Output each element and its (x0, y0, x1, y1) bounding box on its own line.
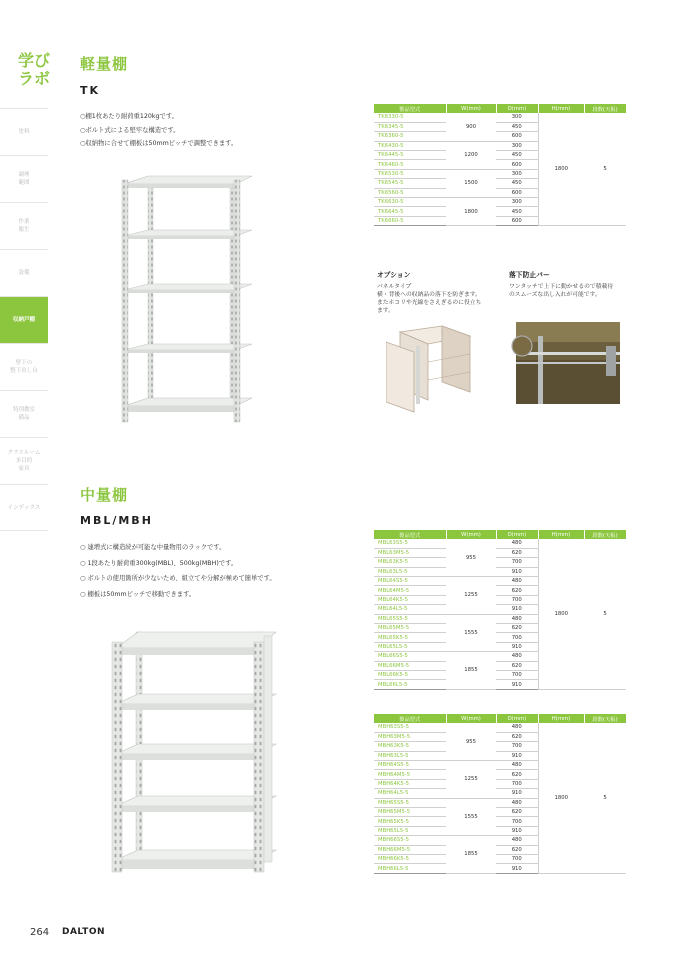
brand-line-1: 学び (17, 51, 50, 70)
brand-logo (14, 52, 54, 88)
col-header-height: H(mm) (538, 714, 584, 723)
sidebar-item-classroom[interactable] (0, 437, 48, 484)
model-cell: MBL66K5-5 (374, 670, 446, 679)
width-cell: 1800 (446, 198, 496, 226)
list-item: ○ 1段あたり耐荷重300kg(MBL)、500kg(MBH)です。 (80, 559, 238, 567)
tiers-cell: 5 (584, 113, 626, 226)
depth-cell: 480 (496, 652, 538, 661)
depth-cell: 480 (496, 577, 538, 586)
model-cell: TK6430-5 (374, 141, 446, 150)
model-cell: MBL64L5-5 (374, 605, 446, 614)
table-row (374, 723, 626, 732)
model-cell: MBH63M5-5 (374, 732, 446, 741)
col-header-depth: D(mm) (496, 104, 538, 113)
model-cell: MBH63L5-5 (374, 751, 446, 760)
sidebar-item-label: 特別教室 備品 (12, 407, 35, 421)
model-cell: MBH64M5-5 (374, 770, 446, 779)
depth-cell: 600 (496, 132, 538, 141)
option-description (377, 283, 481, 315)
depth-cell: 910 (496, 864, 538, 873)
sidebar-item-label: クラスルーム 多目的 家具 (7, 450, 41, 472)
model-cell: MBL64K5-5 (374, 595, 446, 604)
sidebar-item-label: インデックス (7, 504, 41, 511)
depth-cell: 620 (496, 548, 538, 557)
model-cell: MBL65K5-5 (374, 633, 446, 642)
sidebar-item-label: 調理 範囲 (18, 172, 30, 186)
width-cell: 955 (446, 539, 496, 577)
model-cell: MBL65S5-5 (374, 614, 446, 623)
depth-cell: 300 (496, 198, 538, 207)
tk-spec-table (374, 104, 627, 226)
option-line: ます。 (377, 308, 394, 314)
sidebar-item-equipment[interactable] (0, 249, 48, 296)
model-cell: TK6345-5 (374, 122, 446, 131)
sidebar-item-label: 設備 (18, 270, 30, 276)
model-cell: MBL64M5-5 (374, 586, 446, 595)
model-cell: MBL63L5-5 (374, 567, 446, 576)
model-cell: TK6560-5 (374, 188, 446, 197)
model-cell: MBL66L5-5 (374, 680, 446, 689)
depth-cell: 700 (496, 558, 538, 567)
model-cell: MBL66M5-5 (374, 661, 446, 670)
tiers-cell: 5 (584, 539, 626, 689)
table-header-row (374, 714, 626, 723)
model-cell: TK6545-5 (374, 179, 446, 188)
depth-cell: 910 (496, 567, 538, 576)
depth-cell: 480 (496, 614, 538, 623)
tiers-cell: 5 (584, 723, 626, 873)
depth-cell: 910 (496, 751, 538, 760)
model-cell: TK6460-5 (374, 160, 446, 169)
model-cell: TK6630-5 (374, 198, 446, 207)
col-header-tiers: 段数(天板) (584, 104, 626, 113)
width-cell: 955 (446, 723, 496, 761)
fall-bar-photo (508, 316, 624, 404)
depth-cell: 910 (496, 605, 538, 614)
model-cell: MBL63S5-5 (374, 539, 446, 548)
list-item: ○ 連増式に構造続が可能な中量物用のラックです。 (80, 544, 226, 551)
depth-cell: 910 (496, 789, 538, 798)
depth-cell: 450 (496, 207, 538, 216)
mbl-section-title: 中量棚 (80, 486, 129, 504)
col-header-tiers: 段数(天板) (584, 714, 626, 723)
depth-cell: 480 (496, 798, 538, 807)
brand-line-2: ラボ (17, 69, 50, 88)
col-header-width: W(mm) (446, 530, 496, 539)
model-cell: MBL63M5-5 (374, 548, 446, 557)
depth-cell: 910 (496, 680, 538, 689)
fall-bar-description (509, 283, 613, 299)
sidebar-item-storage[interactable] (0, 296, 48, 343)
model-cell: MBH65L5-5 (374, 826, 446, 835)
col-header-depth: D(mm) (496, 530, 538, 539)
width-cell: 1855 (446, 836, 496, 874)
width-cell: 1555 (446, 798, 496, 836)
depth-cell: 700 (496, 817, 538, 826)
list-item: ○ボルト式による堅牢な構造です。 (80, 126, 180, 134)
depth-cell: 700 (496, 742, 538, 751)
depth-cell: 620 (496, 808, 538, 817)
list-item: ○収納物に合せて棚板は50mmピッチで調整できます。 (80, 140, 238, 147)
sidebar-item-label: 作業 衛生 (18, 219, 30, 233)
mbl-feature-list (80, 540, 276, 602)
col-header-model: 製品型式 (374, 714, 446, 723)
tk-feature-list (80, 110, 237, 151)
table-row (374, 113, 626, 122)
col-header-width: W(mm) (446, 714, 496, 723)
list-item: ○ ボルトの使用箇所が少ないため、組立てや分解が極めて簡単です。 (80, 575, 276, 582)
fall-bar-line: ワンタッチで上下に動かせるので積載待 (509, 284, 614, 290)
depth-cell: 300 (496, 141, 538, 150)
height-cell: 1800 (538, 539, 584, 689)
sidebar-item-paint[interactable] (0, 108, 48, 155)
depth-cell: 600 (496, 216, 538, 225)
model-cell: TK6445-5 (374, 151, 446, 160)
mbl-section-subtitle: MBL/MBH (80, 514, 153, 527)
option-line: またホコリや光線をさえぎるのに役立ち (377, 300, 482, 306)
model-cell: MBH63S5-5 (374, 723, 446, 732)
model-cell: MBH64S5-5 (374, 761, 446, 770)
model-cell: MBL65M5-5 (374, 624, 446, 633)
width-cell: 1255 (446, 761, 496, 799)
width-cell: 900 (446, 113, 496, 141)
model-cell: TK6360-5 (374, 132, 446, 141)
model-cell: MBH65K5-5 (374, 817, 446, 826)
depth-cell: 910 (496, 642, 538, 651)
list-item: ○棚1枚あたり耐荷重120kgです。 (80, 113, 178, 120)
depth-cell: 450 (496, 151, 538, 160)
fall-bar-heading: 落下防止バー (509, 271, 550, 279)
width-cell: 1855 (446, 652, 496, 690)
model-cell: MBH66M5-5 (374, 845, 446, 854)
depth-cell: 300 (496, 169, 538, 178)
depth-cell: 910 (496, 826, 538, 835)
light-shelf-image (118, 172, 258, 424)
list-item: ○ 棚板は50mmピッチで移動できます。 (80, 590, 196, 598)
depth-cell: 480 (496, 761, 538, 770)
sidebar-item-cooking[interactable] (0, 155, 48, 202)
width-cell: 1555 (446, 614, 496, 652)
panel-option-image (386, 322, 474, 414)
page-number: 264 (30, 927, 50, 938)
model-cell: MBH63K5-5 (374, 742, 446, 751)
tk-section-subtitle: TK (80, 84, 101, 97)
height-cell: 1800 (538, 723, 584, 873)
model-cell: MBH64L5-5 (374, 789, 446, 798)
model-cell: MBL65L5-5 (374, 642, 446, 651)
depth-cell: 700 (496, 633, 538, 642)
depth-cell: 700 (496, 854, 538, 863)
sidebar-item-label: 壁下の 整下出し台 (10, 360, 38, 374)
depth-cell: 620 (496, 732, 538, 741)
depth-cell: 450 (496, 179, 538, 188)
depth-cell: 600 (496, 188, 538, 197)
mbl-spec-table (374, 530, 627, 690)
depth-cell: 480 (496, 836, 538, 845)
width-cell: 1200 (446, 141, 496, 169)
depth-cell: 480 (496, 539, 538, 548)
sidebar-item-special[interactable] (0, 390, 48, 437)
model-cell: MBH65M5-5 (374, 808, 446, 817)
table-header-row (374, 104, 626, 113)
width-cell: 1255 (446, 577, 496, 615)
depth-cell: 620 (496, 624, 538, 633)
depth-cell: 700 (496, 670, 538, 679)
table-row (374, 539, 626, 548)
medium-shelf-image (108, 628, 284, 874)
table-header-row (374, 530, 626, 539)
sidebar-item-wall[interactable] (0, 343, 48, 390)
model-cell: MBL64S5-5 (374, 577, 446, 586)
col-header-model: 製品型式 (374, 104, 446, 113)
model-cell: TK6645-5 (374, 207, 446, 216)
sidebar-item-work[interactable] (0, 202, 48, 249)
depth-cell: 620 (496, 770, 538, 779)
col-header-height: H(mm) (538, 530, 584, 539)
footer-logo: DALTON (62, 927, 106, 937)
option-line: パネルタイプ (377, 284, 412, 290)
model-cell: TK6660-5 (374, 216, 446, 225)
depth-cell: 700 (496, 595, 538, 604)
model-cell: MBH66S5-5 (374, 836, 446, 845)
height-cell: 1800 (538, 113, 584, 226)
depth-cell: 620 (496, 586, 538, 595)
option-line: 横・背後への収納品の落下を防ぎます。 (377, 292, 481, 298)
sidebar-item-label: 塗料 (18, 129, 30, 135)
sidebar-item-index[interactable] (0, 484, 48, 531)
option-heading: オプション (377, 271, 411, 279)
depth-cell: 480 (496, 723, 538, 732)
tk-section-title: 軽量棚 (80, 55, 129, 73)
col-header-height: H(mm) (538, 104, 584, 113)
depth-cell: 700 (496, 779, 538, 788)
depth-cell: 450 (496, 122, 538, 131)
sidebar-item-label: 収納戸棚 (12, 317, 35, 323)
sidebar-nav (0, 108, 48, 531)
model-cell: MBL63K5-5 (374, 558, 446, 567)
depth-cell: 600 (496, 160, 538, 169)
depth-cell: 620 (496, 845, 538, 854)
model-cell: TK6530-5 (374, 169, 446, 178)
col-header-tiers: 段数(天板) (584, 530, 626, 539)
model-cell: MBH66K5-5 (374, 854, 446, 863)
model-cell: MBH66L5-5 (374, 864, 446, 873)
fall-bar-line: のスムーズな出し入れが可能です。 (509, 292, 601, 298)
width-cell: 1500 (446, 169, 496, 197)
model-cell: TK6330-5 (374, 113, 446, 122)
depth-cell: 300 (496, 113, 538, 122)
model-cell: MBL66S5-5 (374, 652, 446, 661)
col-header-depth: D(mm) (496, 714, 538, 723)
col-header-width: W(mm) (446, 104, 496, 113)
depth-cell: 620 (496, 661, 538, 670)
col-header-model: 製品型式 (374, 530, 446, 539)
model-cell: MBH65S5-5 (374, 798, 446, 807)
model-cell: MBH64K5-5 (374, 779, 446, 788)
mbh-spec-table (374, 714, 627, 874)
